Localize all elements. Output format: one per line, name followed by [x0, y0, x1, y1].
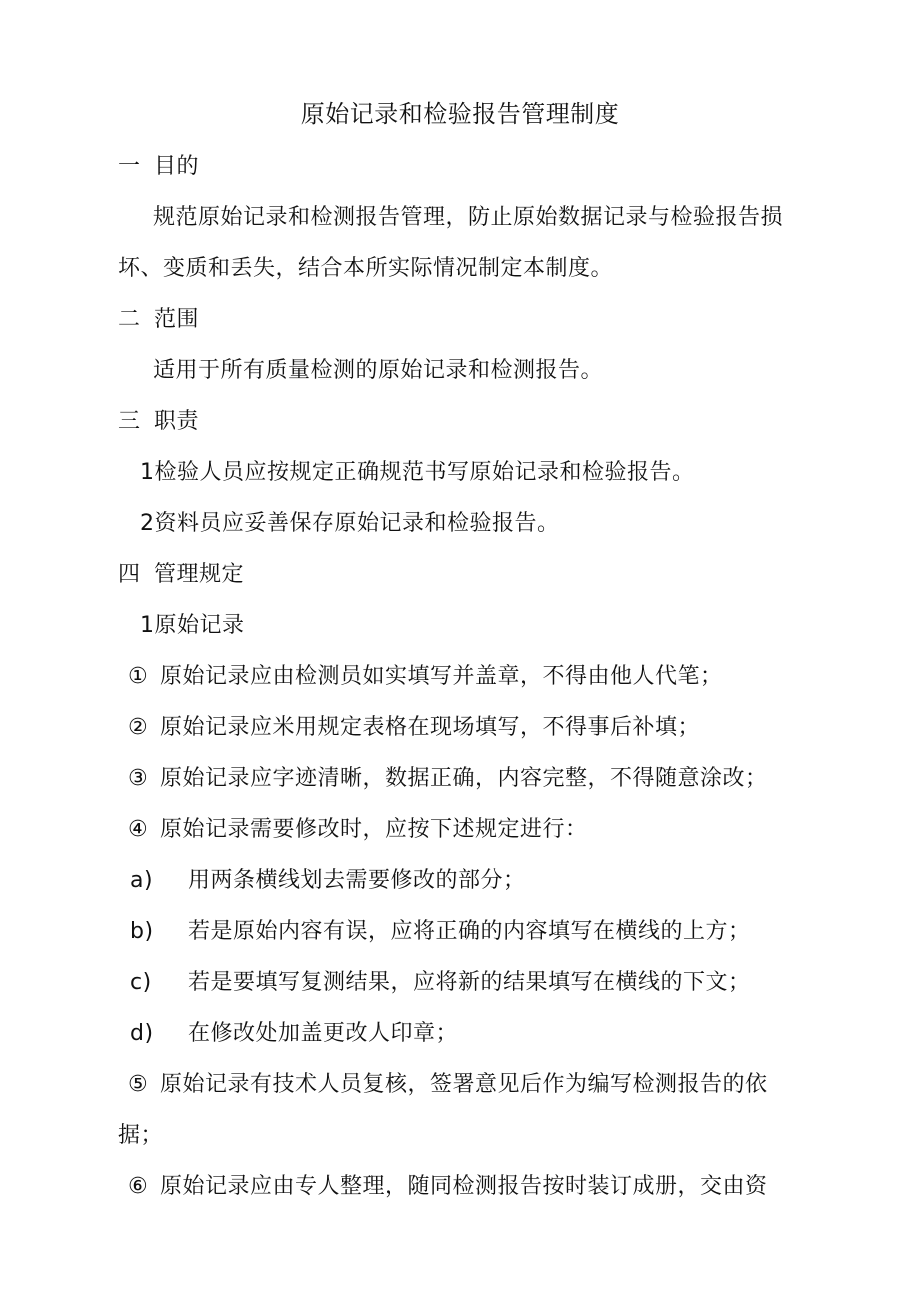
- list-item: [128, 764, 768, 794]
- item-text: 原始记录应米用规定表格在现场填写，不得事后补填；: [160, 715, 701, 740]
- sub-list-item: [130, 968, 751, 998]
- item-marker: ②: [128, 715, 149, 740]
- section-heading-duties: [118, 407, 199, 437]
- item-text: 若是要填写复测结果，应将新的结果填写在横线的下文；: [188, 970, 751, 995]
- item-marker: c): [130, 970, 152, 995]
- item-marker: d): [130, 1021, 154, 1046]
- item-text: 用两条横线划去需要修改的部分；: [188, 868, 526, 893]
- purpose-paragraph-line-2: 坏、变质和丢失，结合本所实际情况制定本制度。: [118, 256, 614, 281]
- duty-item-2: 2资料员应妥善保存原始记录和检验报告。: [140, 511, 560, 536]
- scope-paragraph: 适用于所有质量检测的原始记录和检测报告。: [153, 358, 604, 383]
- sub-list-item: [130, 1019, 458, 1049]
- duty-item-1: 1检验人员应按规定正确规范书写原始记录和检验报告。: [140, 460, 695, 485]
- item-text: 在修改处加盖更改人印章；: [188, 1021, 459, 1046]
- sub-heading-original-records: 1原始记录: [140, 613, 245, 638]
- section-title: 范围: [154, 307, 200, 332]
- section-number: 三: [118, 409, 141, 434]
- sub-list-item: [130, 917, 751, 947]
- item-marker: ③: [128, 766, 149, 791]
- list-item: [128, 713, 700, 743]
- item-marker: ⑤: [128, 1072, 149, 1097]
- list-item: [128, 1070, 768, 1100]
- item-marker: a): [130, 868, 154, 893]
- list-item: [128, 815, 588, 845]
- item-marker: ①: [128, 664, 149, 689]
- item-text: 若是原始内容有误，应将正确的内容填写在横线的上方；: [188, 919, 751, 944]
- section-heading-scope: [118, 305, 199, 335]
- item-marker: b): [130, 919, 154, 944]
- section-number: 一: [118, 154, 141, 179]
- section-heading-purpose: [118, 152, 199, 182]
- section-title: 目的: [154, 154, 200, 179]
- list-item: [128, 662, 723, 692]
- section-number: 四: [118, 562, 141, 587]
- section-number: 二: [118, 307, 141, 332]
- document-title: 原始记录和检验报告管理制度: [300, 100, 620, 128]
- item-text: 原始记录应字迹清晰，数据正确，内容完整，不得随意涂改；: [160, 766, 768, 791]
- item-text: 原始记录需要修改时，应按下述规定进行：: [160, 817, 588, 842]
- list-item: [128, 1172, 768, 1202]
- sub-list-item: [130, 866, 526, 896]
- item-marker: ④: [128, 817, 149, 842]
- item-text: 原始记录有技术人员复核，签署意见后作为编写检测报告的依: [160, 1072, 768, 1097]
- section-title: 职责: [154, 409, 200, 434]
- section-title: 管理规定: [154, 562, 245, 587]
- list-item-continuation: 据；: [118, 1123, 164, 1148]
- purpose-paragraph-line-1: 规范原始记录和检测报告管理，防止原始数据记录与检验报告损: [153, 205, 784, 230]
- item-text: 原始记录应由专人整理，随同检测报告按时装订成册，交由资: [160, 1174, 768, 1199]
- item-marker: ⑥: [128, 1174, 149, 1199]
- item-text: 原始记录应由检测员如实填写并盖章，不得由他人代笔；: [160, 664, 723, 689]
- section-heading-management: [118, 560, 244, 590]
